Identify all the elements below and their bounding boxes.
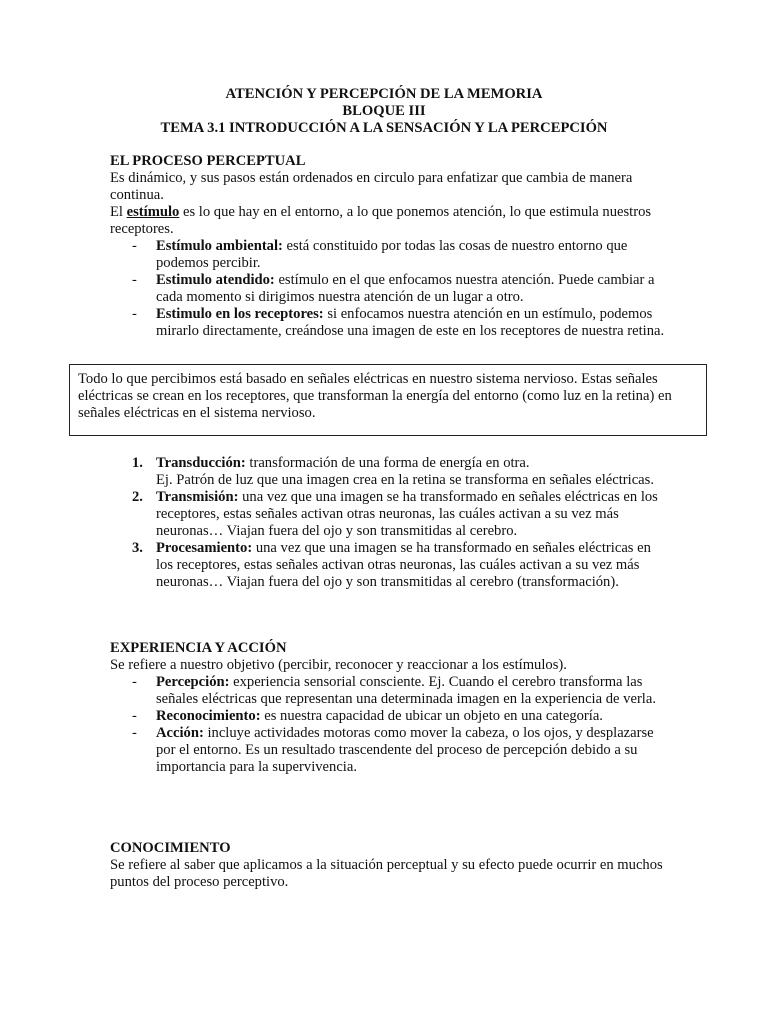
- paragraph: Se refiere a nuestro objetivo (percibir, reconocer y reaccionar a los estímulos).: [110, 657, 567, 673]
- item-term: Estimulo atendido:: [156, 272, 275, 288]
- paragraph: Se refiere al saber que aplicamos a la situación perceptual y su efecto puede ocurrir en muchos puntos del proceso perceptivo.: [110, 857, 663, 890]
- paragraph-estimulo: [110, 204, 670, 238]
- item-text: una vez que una imagen se ha transformado en señales eléctricas en los receptores, estas señales activan otras neuronas, las cuáles activan a su vez más neuronas… Viajan fuera del ojo y son transmitidas al cerebro (transformación).: [156, 540, 651, 590]
- item-text: está constituido por todas las cosas de nuestro entorno que podemos percibir.: [156, 238, 628, 271]
- list-item: [110, 306, 670, 340]
- section-proceso-perceptual: [110, 153, 670, 340]
- list-item: [110, 708, 670, 725]
- item-term: Reconocimiento:: [156, 708, 261, 724]
- item-text: una vez que una imagen se ha transformado en señales eléctricas en los receptores, estas señales activan otras neuronas, las cuáles activan a su vez más neuronas… Viajan fuera del ojo y son transmitidas al cerebro.: [156, 489, 658, 539]
- list-item: [110, 272, 670, 306]
- block-title: BLOQUE III: [342, 103, 426, 119]
- item-text: estímulo en el que enfocamos nuestra atención. Puede cambiar a cada momento si dirigimos nuestra atención de un lugar a otro.: [156, 272, 655, 305]
- dash-marker: -: [132, 708, 137, 724]
- dash-marker: -: [132, 306, 137, 322]
- paragraph: Es dinámico, y sus pasos están ordenados en circulo para enfatizar que cambia de manera continua.: [110, 170, 633, 203]
- item-term: Estímulo ambiental:: [156, 238, 283, 254]
- list-item: [110, 489, 670, 540]
- list-item: [110, 725, 670, 776]
- step-number: 2.: [132, 489, 143, 505]
- document-header: [0, 86, 768, 137]
- list-item: [110, 540, 670, 591]
- item-term: Procesamiento:: [156, 540, 253, 556]
- dash-marker: -: [132, 272, 137, 288]
- item-text: es nuestra capacidad de ubicar un objeto en una categoría.: [260, 708, 603, 724]
- steps-list: [110, 455, 670, 591]
- item-text: incluye actividades motoras como mover la cabeza, o los ojos, y desplazarse por el entorno. Es un resultado trascendente del proceso de percepción debido a su importancia para la supervivencia.: [156, 725, 654, 775]
- dash-marker: -: [132, 238, 137, 254]
- section-title: CONOCIMIENTO: [110, 840, 231, 856]
- item-term: Transmisión:: [156, 489, 239, 505]
- experience-list: [110, 674, 670, 776]
- topic-title: TEMA 3.1 INTRODUCCIÓN A LA SENSACIÓN Y LA PERCEPCIÓN: [160, 120, 608, 136]
- item-term: Estimulo en los receptores:: [156, 306, 324, 322]
- section-title: EL PROCESO PERCEPTUAL: [110, 153, 306, 169]
- stimulus-list: [110, 238, 670, 340]
- item-text: si enfocamos nuestra atención en un estímulo, podemos mirarlo directamente, creándose una imagen de este en los receptores de nuestra retina.: [156, 306, 665, 339]
- list-item: [110, 455, 670, 489]
- list-item: [110, 674, 670, 708]
- section-steps: [110, 455, 670, 591]
- step-number: 3.: [132, 540, 143, 556]
- term-estimulo: estímulo: [126, 204, 180, 220]
- list-item: [110, 238, 670, 272]
- item-term: Percepción:: [156, 674, 230, 690]
- section-conocimiento: [110, 840, 670, 891]
- step-number: 1.: [132, 455, 143, 471]
- text-fragment: es lo que hay en el entorno, a lo que ponemos atención, lo que estimula nuestros receptores.: [110, 204, 652, 237]
- document-title: ATENCIÓN Y PERCEPCIÓN DE LA MEMORIA: [225, 86, 543, 102]
- item-term: Acción:: [156, 725, 204, 741]
- item-text: transformación de una forma de energía en otra.: [245, 455, 530, 471]
- text-fragment: El: [110, 204, 127, 220]
- item-term: Transducción:: [156, 455, 246, 471]
- item-example: Ej. Patrón de luz que una imagen crea en la retina se transforma en señales eléctricas.: [156, 472, 654, 488]
- boxed-note: Todo lo que percibimos está basado en señales eléctricas en nuestro sistema nervioso. Estas señales eléctricas se crean en los receptores, que transforman la energía del entorno (como luz en la retina) en señales eléctricas en el sistema nervioso.: [69, 364, 707, 436]
- section-experiencia-accion: [110, 640, 670, 776]
- item-text: experiencia sensorial consciente. Ej. Cuando el cerebro transforma las señales eléctricas que representan una determinada imagen en la experiencia de verla.: [156, 674, 656, 707]
- dash-marker: -: [132, 725, 137, 741]
- section-title: EXPERIENCIA Y ACCIÓN: [110, 640, 287, 656]
- dash-marker: -: [132, 674, 137, 690]
